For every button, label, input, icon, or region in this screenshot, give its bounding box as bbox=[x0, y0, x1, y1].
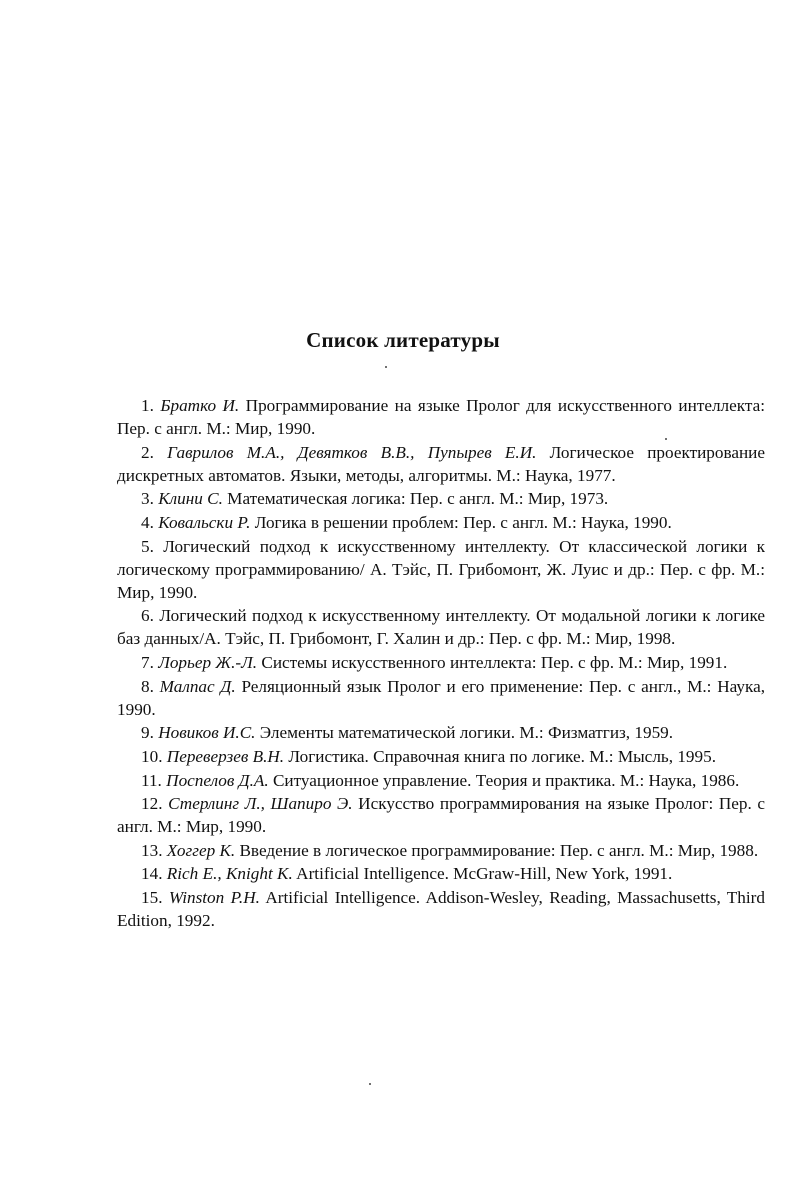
reference-text: Логический подход к искусственному интеллекту. От классической логики к логическому программированию/ А. Тэйс, П. Грибомонт, Ж. Луис и др.: Пер. с фр. М.: Мир, 1990. bbox=[117, 536, 766, 602]
reference-list bbox=[117, 394, 765, 933]
reference-item bbox=[117, 535, 765, 604]
reference-item bbox=[117, 441, 765, 487]
reference-number: 15. bbox=[141, 887, 163, 907]
reference-text: Artificial Intelligence. Addison-Wesley, Reading, Massachusetts, Third Edition, 1992. bbox=[117, 887, 765, 931]
reference-item bbox=[117, 511, 765, 534]
reference-item bbox=[117, 721, 765, 744]
reference-text: Ситуационное управление. Теория и практика. М.: Наука, 1986. bbox=[268, 770, 740, 790]
reference-item bbox=[117, 792, 765, 838]
reference-text: Элементы математической логики. М.: Физматгиз, 1959. bbox=[255, 723, 674, 743]
reference-number: 6. bbox=[141, 606, 154, 626]
reference-authors: Rich E., Knight K. bbox=[166, 864, 293, 884]
reference-number: 3. bbox=[141, 489, 154, 509]
reference-number: 11. bbox=[141, 770, 162, 790]
reference-text: Логистика. Справочная книга по логике. М.: Мысль, 1995. bbox=[284, 746, 716, 766]
page-title: Список литературы bbox=[306, 328, 500, 352]
reference-number: 2. bbox=[141, 442, 154, 462]
reference-text: Логический подход к искусственному интеллекту. От модальной логики к логике баз данных/А. Тэйс, П. Грибомонт, Г. Халин и др.: Пер. с фр. М.: Мир, 1998. bbox=[117, 606, 766, 649]
reference-number: 9. bbox=[141, 723, 154, 743]
reference-number: 14. bbox=[141, 864, 163, 884]
reference-item bbox=[117, 675, 765, 721]
reference-item bbox=[117, 651, 765, 674]
print-speck bbox=[665, 438, 667, 440]
reference-number: 8. bbox=[141, 676, 154, 696]
reference-number: 12. bbox=[141, 794, 163, 814]
reference-item bbox=[117, 769, 765, 792]
reference-item bbox=[117, 886, 765, 932]
reference-authors: Переверзев В.Н. bbox=[166, 746, 285, 766]
reference-authors: Лорьер Ж.-Л. bbox=[158, 653, 258, 673]
reference-item bbox=[117, 394, 765, 440]
reference-authors: Гаврилов М.А., Девятков В.В., Пупырев Е.И. bbox=[167, 442, 537, 462]
print-speck bbox=[385, 366, 387, 368]
reference-text: Логическое проектирование дискретных автоматов. Языки, методы, алгоритмы. М.: Наука, 1977. bbox=[117, 442, 766, 485]
reference-text: Математическая логика: Пер. с англ. М.: Мир, 1973. bbox=[222, 489, 609, 509]
reference-number: 10. bbox=[141, 746, 163, 766]
reference-authors: Стерлинг Л., Шапиро Э. bbox=[168, 794, 353, 814]
reference-text: Программирование на языке Пролог для искусственного интеллекта: Пер. с англ. М.: Мир, 1990. bbox=[117, 396, 765, 439]
reference-text: Системы искусственного интеллекта: Пер. с фр. М.: Мир, 1991. bbox=[257, 653, 728, 673]
reference-item bbox=[117, 745, 765, 768]
reference-item bbox=[117, 604, 765, 650]
reference-authors: Клини С. bbox=[158, 489, 223, 509]
reference-text: Artificial Intelligence. McGraw-Hill, New York, 1991. bbox=[292, 864, 673, 884]
reference-text: Реляционный язык Пролог и его применение: Пер. с англ., М.: Наука, 1990. bbox=[117, 676, 766, 719]
reference-number: 13. bbox=[141, 840, 163, 860]
reference-authors: Ковальски Р. bbox=[158, 512, 251, 532]
reference-item bbox=[117, 487, 765, 510]
reference-number: 5. bbox=[141, 536, 154, 556]
reference-authors: Братко И. bbox=[160, 396, 240, 415]
reference-authors: Новиков И.С. bbox=[158, 723, 256, 743]
reference-number: 4. bbox=[141, 512, 154, 532]
reference-text: Искусство программирования на языке Пролог: Пер. с англ. М.: Мир, 1990. bbox=[117, 794, 766, 837]
reference-number: 7. bbox=[141, 653, 154, 673]
reference-authors: Хоггер К. bbox=[166, 840, 236, 860]
reference-authors: Поспелов Д.А. bbox=[166, 770, 269, 790]
print-speck bbox=[369, 1083, 371, 1085]
reference-text: Логика в решении проблем: Пер. с англ. М.: Наука, 1990. bbox=[250, 512, 672, 532]
reference-item bbox=[117, 839, 765, 862]
reference-authors: Winston P.H. bbox=[168, 887, 260, 907]
reference-text: Введение в логическое программирование: Пер. с англ. М.: Мир, 1988. bbox=[235, 840, 759, 860]
reference-authors: Малпас Д. bbox=[159, 676, 236, 696]
reference-number: 1. bbox=[141, 396, 154, 415]
reference-item bbox=[117, 862, 765, 885]
